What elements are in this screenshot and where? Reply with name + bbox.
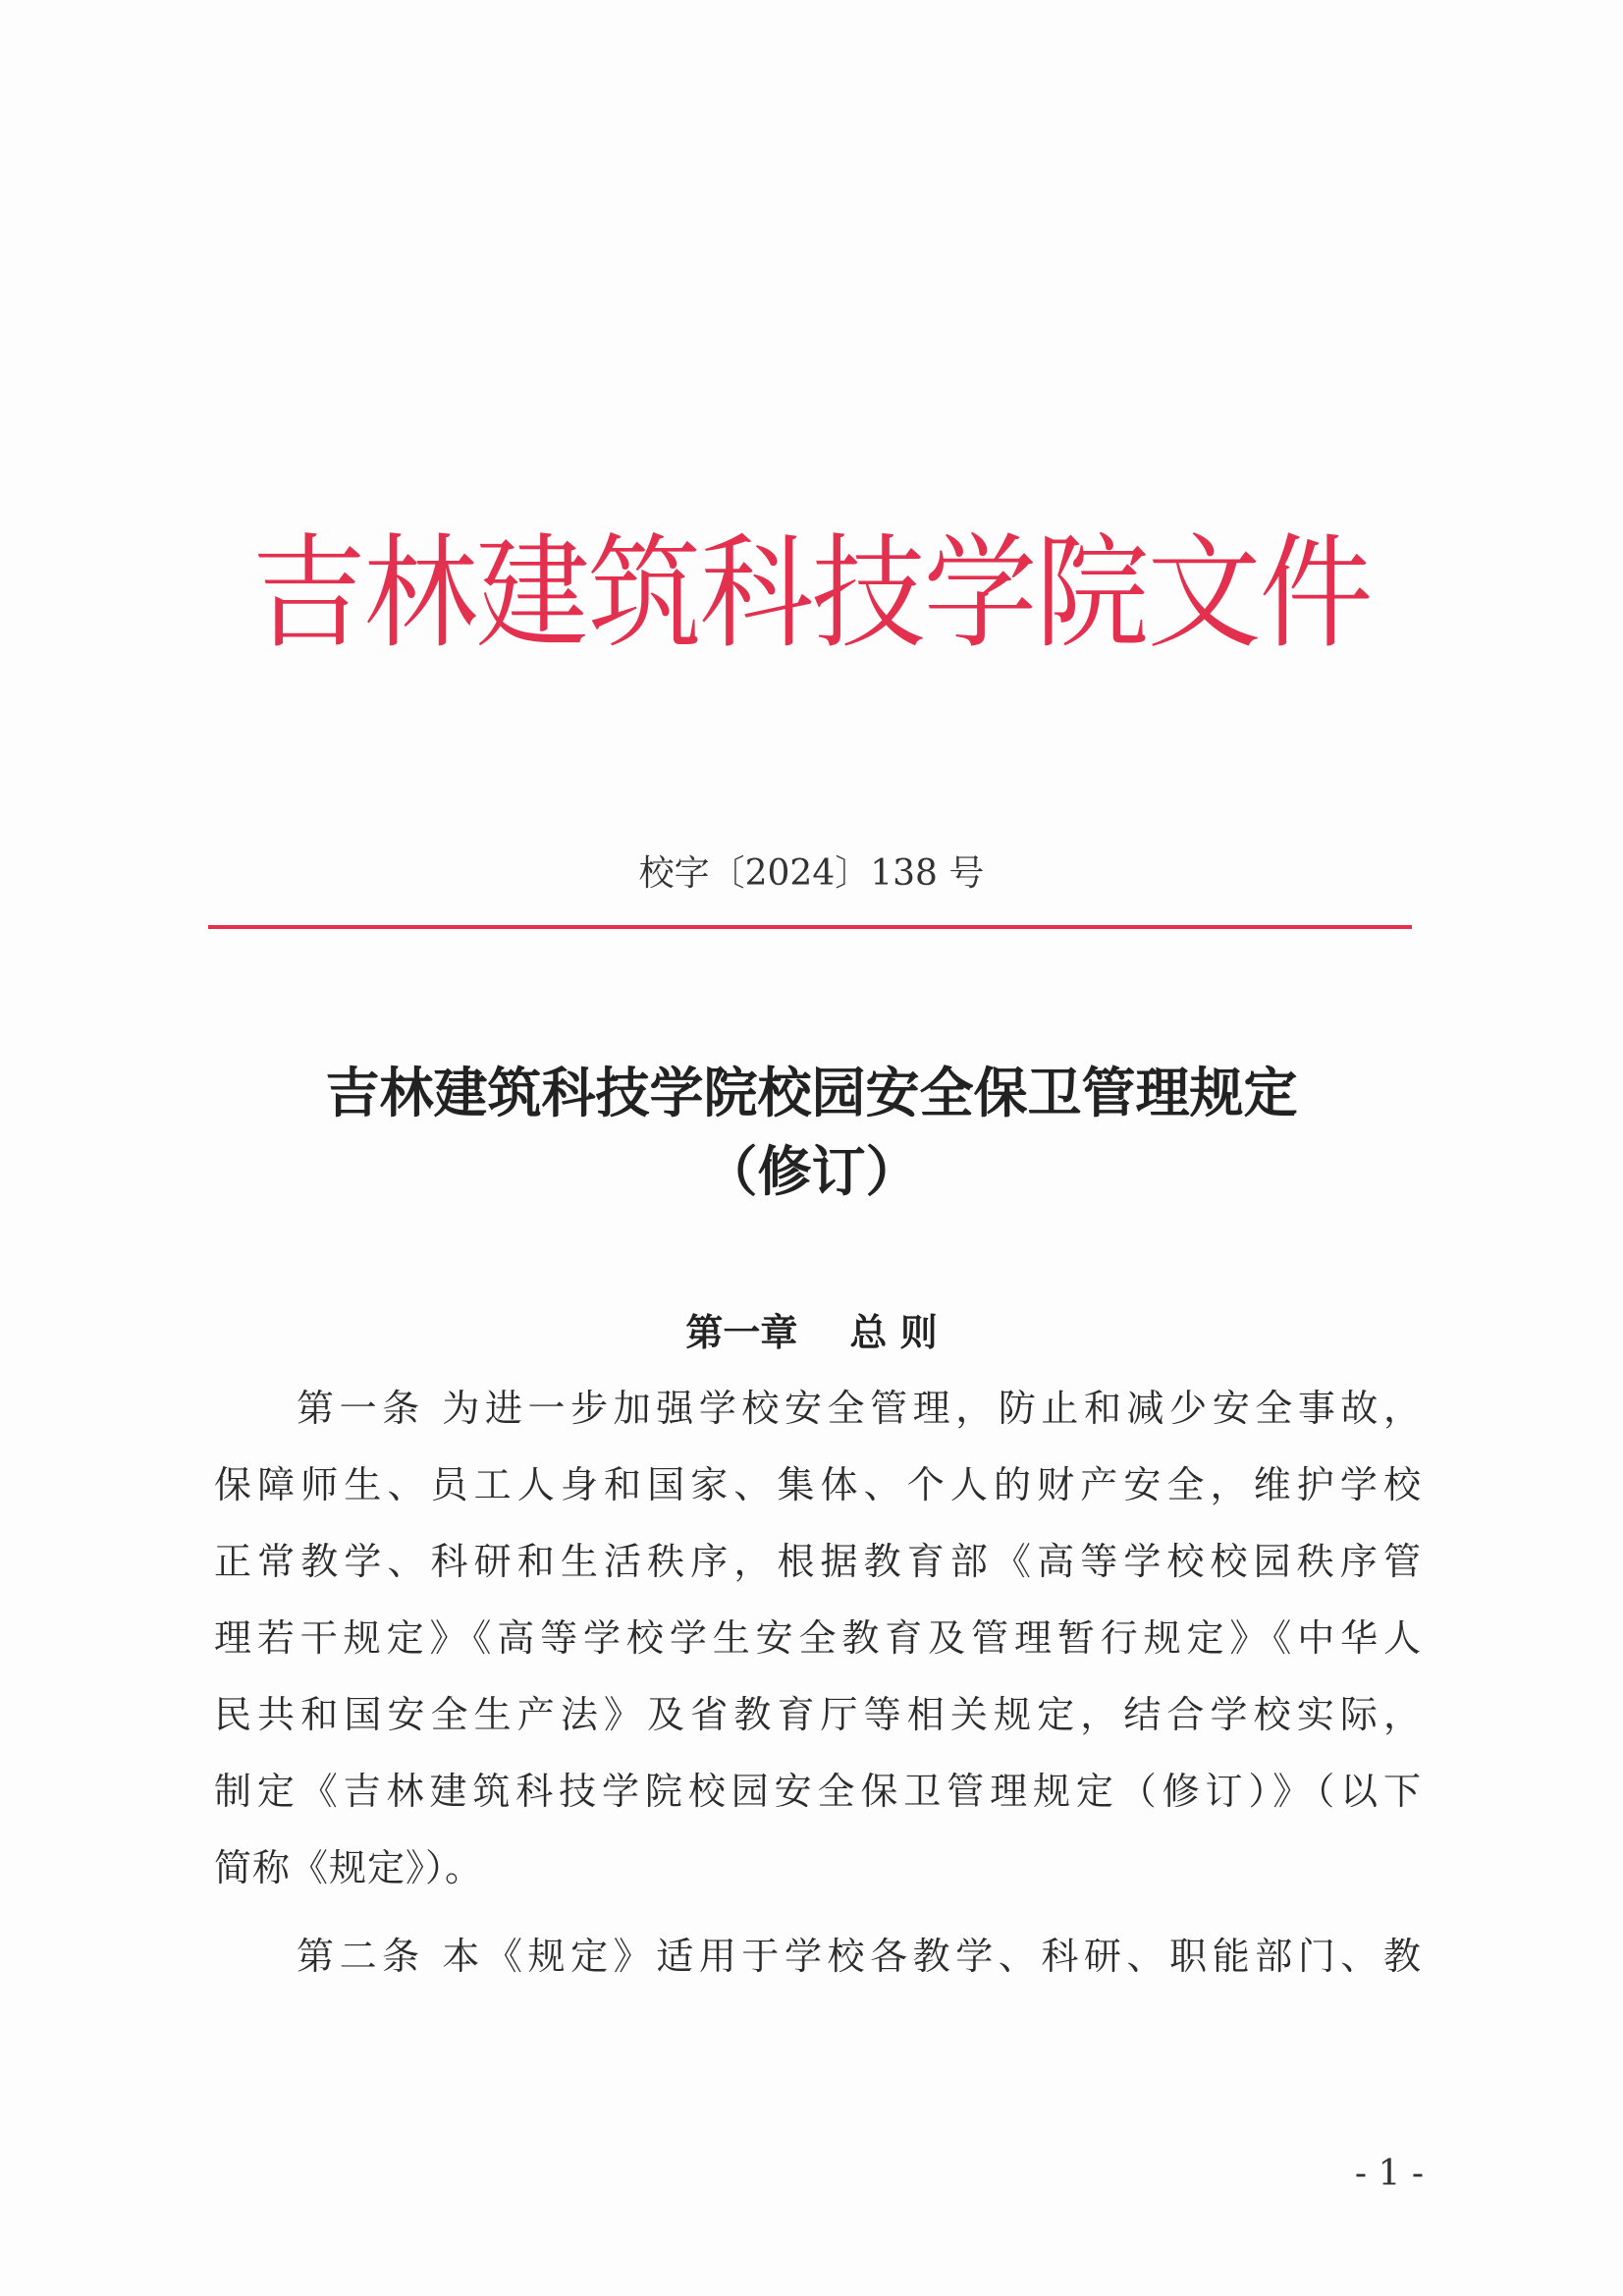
paragraph-line: 简称《规定》）。 bbox=[214, 1846, 484, 1889]
chapter-heading: 第一章 总 则 bbox=[685, 1311, 938, 1354]
paragraph-line: 正常教学、科研和生活秩序，根据教育部《高等学校校园秩序管 bbox=[214, 1540, 1422, 1583]
paragraph-line: 制定《吉林建筑科技学院校园安全保卫管理规定（修订）》（以下 bbox=[214, 1770, 1422, 1813]
body-text bbox=[214, 1370, 1422, 1995]
paragraph-line: 第二条 本《规定》适用于学校各教学、科研、职能部门、教 bbox=[297, 1935, 1422, 1978]
document-title: 吉林建筑科技学院校园安全保卫管理规定 bbox=[325, 1061, 1298, 1124]
page-number: - 1 - bbox=[1354, 2154, 1424, 2194]
paragraph-line: 民共和国安全生产法》及省教育厅等相关规定，结合学校实际， bbox=[214, 1693, 1422, 1736]
paragraph-line: 理若干规定》《高等学校学生安全教育及管理暂行规定》《中华人 bbox=[214, 1616, 1422, 1660]
document-number: 校字〔2024〕138 号 bbox=[638, 853, 985, 894]
paragraph-line: 第一条 为进一步加强学校安全管理，防止和减少安全事故， bbox=[297, 1387, 1422, 1430]
paragraph-line: 保障师生、员工人身和国家、集体、个人的财产安全，维护学校 bbox=[214, 1463, 1422, 1506]
red-divider-line bbox=[208, 925, 1412, 929]
masthead-title: 吉林建筑科技学院文件 bbox=[251, 521, 1372, 666]
document-subtitle: （修订） bbox=[703, 1139, 920, 1203]
